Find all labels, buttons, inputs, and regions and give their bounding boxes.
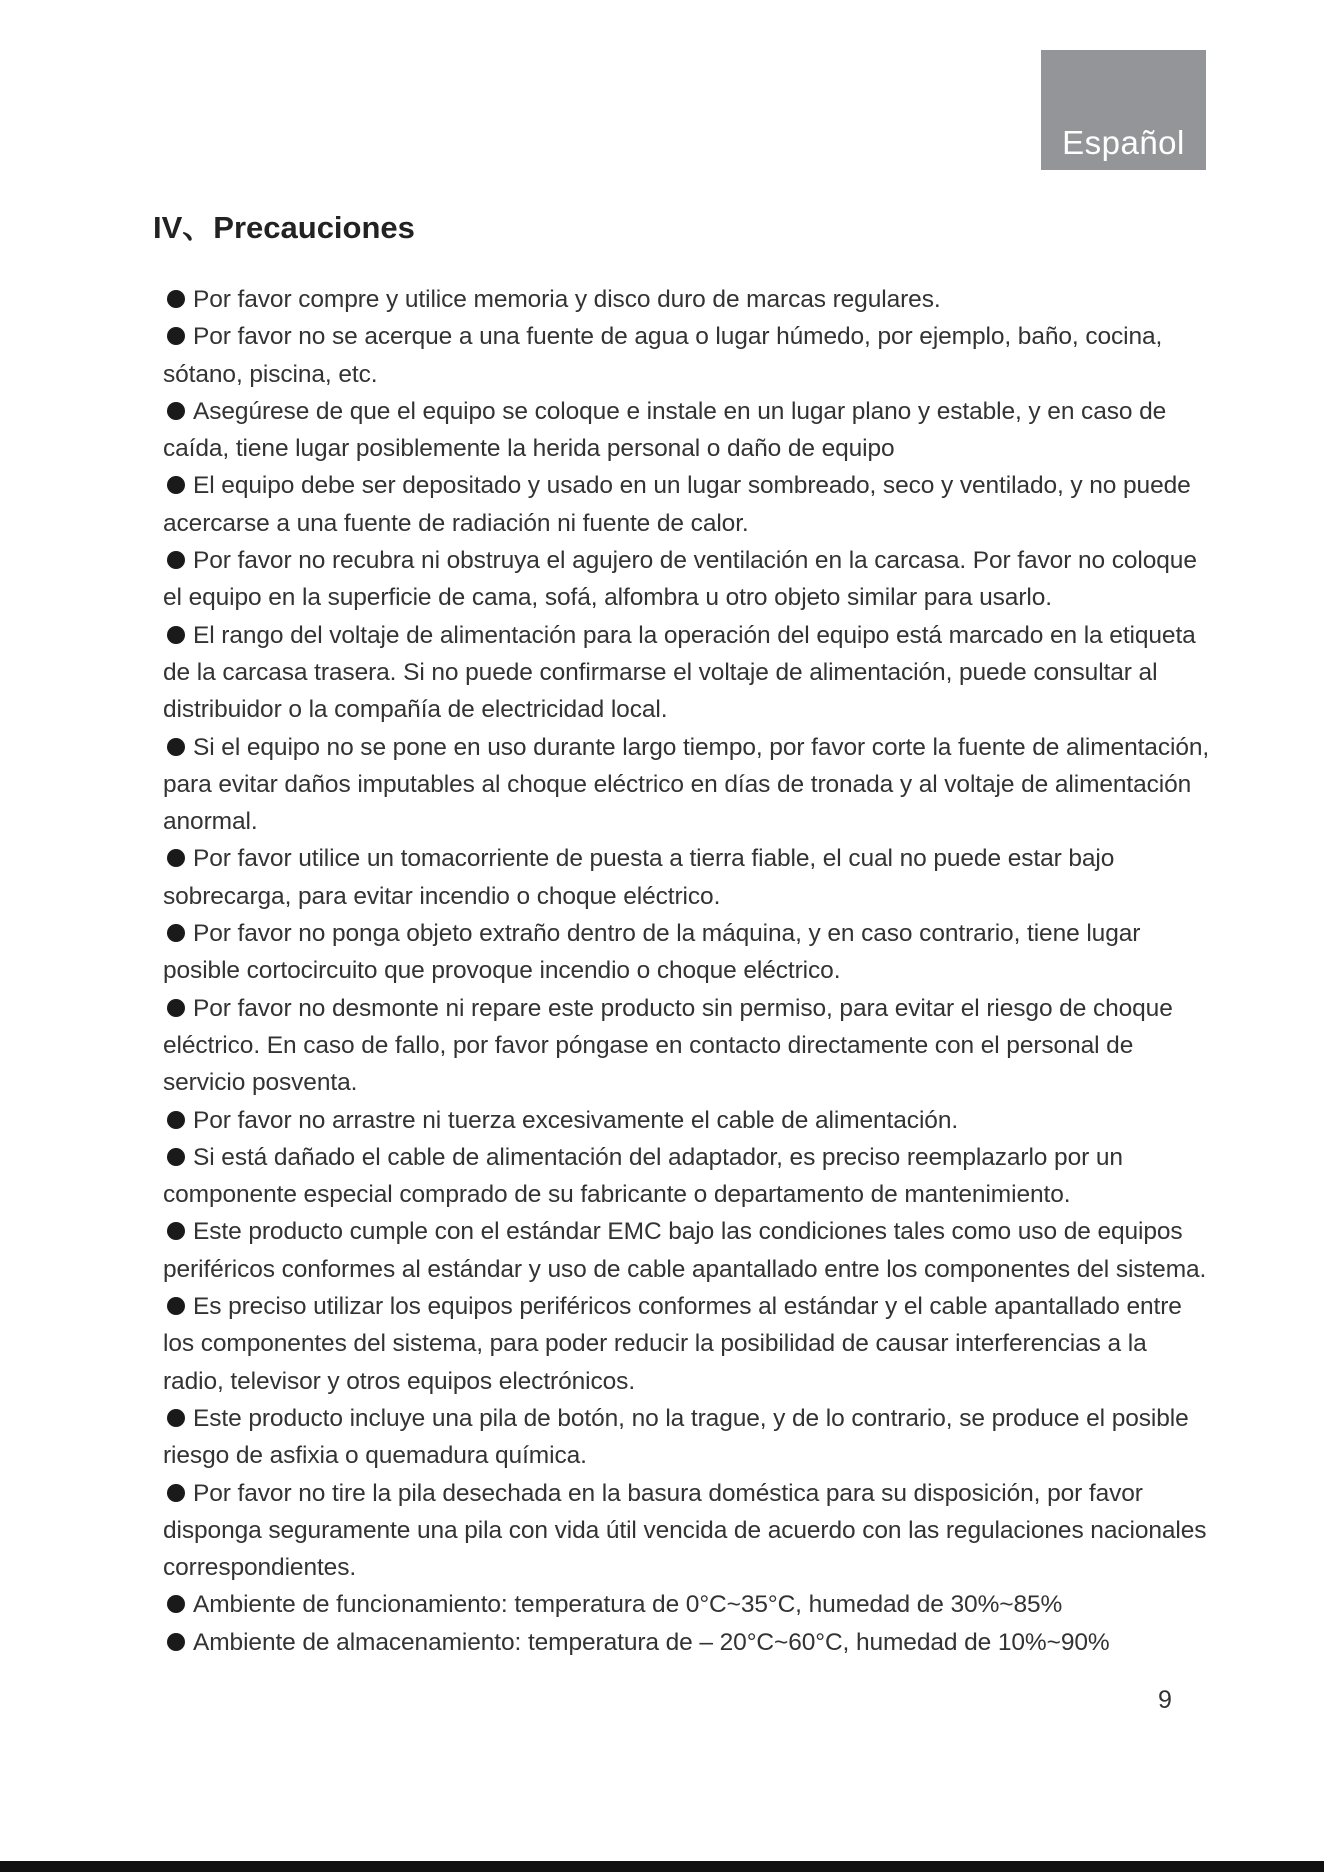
item-text: Por favor no desmonte ni repare este producto sin permiso, para evitar el riesgo de choque eléctrico. En caso de fallo, por favor póngase en contacto directamente con el personal de servicio posventa.: [163, 994, 1173, 1097]
bullet-icon: [167, 999, 185, 1017]
bullet-icon: [167, 1111, 185, 1129]
item-text: Por favor no arrastre ni tuerza excesivamente el cable de alimentación.: [193, 1106, 959, 1134]
list-item: [163, 281, 1213, 318]
list-item: [163, 1400, 1213, 1475]
bullet-icon: [167, 1222, 185, 1240]
bullet-icon: [167, 476, 185, 494]
item-text: Por favor no tire la pila desechada en la basura doméstica para su disposición, por favor disponga seguramente una pila con vida útil vencida de acuerdo con las regulaciones nacionales correspondientes.: [163, 1479, 1207, 1582]
item-text: Ambiente de funcionamiento: temperatura de 0°C~35°C, humedad de 30%~85%: [193, 1591, 1063, 1619]
bullet-icon: [167, 1633, 185, 1651]
list-item: [163, 318, 1213, 393]
item-text: Este producto incluye una pila de botón, no la trague, y de lo contrario, se produce el posible riesgo de asfixia o quemadura química.: [163, 1404, 1189, 1470]
bullet-icon: [167, 849, 185, 867]
list-item: [163, 1102, 1213, 1139]
item-text: Por favor no se acerque a una fuente de agua o lugar húmedo, por ejemplo, baño, cocina, sótano, piscina, etc.: [163, 323, 1163, 388]
list-item: [163, 729, 1213, 841]
item-text: Este producto cumple con el estándar EMC bajo las condiciones tales como uso de equipos periféricos conformes al estándar y uso de cable apantallado entre los componentes del sistema.: [163, 1218, 1207, 1283]
item-text: Por favor utilice un tomacorriente de puesta a tierra fiable, el cual no puede estar bajo sobrecarga, para evitar incendio o choque eléctrico.: [163, 845, 1115, 910]
section-title: IV、Precauciones: [153, 210, 415, 245]
bullet-icon: [167, 924, 185, 942]
precautions-list: [163, 281, 1213, 1661]
list-item: [163, 1139, 1213, 1214]
bullet-icon: [167, 290, 185, 308]
list-item: [163, 467, 1213, 542]
item-text: El rango del voltaje de alimentación para la operación del equipo está marcado en la etiqueta de la carcasa trasera. Si no puede confirmarse el voltaje de alimentación, puede consultar al distribuidor o la compañía de electricidad local.: [163, 621, 1196, 724]
item-text: Ambiente de almacenamiento: temperatura de – 20°C~60°C, humedad de 10%~90%: [193, 1628, 1110, 1656]
item-text: Es preciso utilizar los equipos periféricos conformes al estándar y el cable apantallado entre los componentes del sistema, para poder reducir la posibilidad de causar interferencias a la radio, televisor y otros equipos electrónicos.: [163, 1293, 1182, 1395]
list-item: [163, 990, 1213, 1102]
bullet-icon: [167, 1297, 185, 1315]
list-item: [163, 617, 1213, 729]
bullet-icon: [167, 551, 185, 569]
item-text: Asegúrese de que el equipo se coloque e instale en un lugar plano y estable, y en caso de caída, tiene lugar posiblemente la herida personal o daño de equipo: [163, 397, 1167, 463]
bullet-icon: [167, 402, 185, 420]
language-tab-label: Español: [1062, 124, 1185, 161]
item-text: Si está dañado el cable de alimentación del adaptador, es preciso reemplazarlo por un componente especial comprado de su fabricante o departamento de mantenimiento.: [163, 1143, 1123, 1209]
list-item: [163, 1475, 1213, 1587]
item-text: Por favor compre y utilice memoria y disco duro de marcas regulares.: [193, 286, 941, 313]
bullet-icon: [167, 1409, 185, 1427]
item-text: Si el equipo no se pone en uso durante largo tiempo, por favor corte la fuente de alimentación, para evitar daños imputables al choque eléctrico en días de tronada y al voltaje de alimentación anormal.: [163, 733, 1210, 836]
bullet-icon: [167, 1148, 185, 1166]
list-item: [163, 1288, 1213, 1400]
bullet-icon: [167, 1595, 185, 1613]
list-item: [163, 1213, 1213, 1288]
page-number: 9: [1158, 1686, 1172, 1714]
list-item: [163, 542, 1213, 617]
list-item: [163, 1586, 1213, 1623]
bottom-border: [0, 1861, 1324, 1872]
language-tab: [1041, 50, 1206, 170]
list-item: [163, 840, 1213, 915]
list-item: [163, 915, 1213, 990]
bullet-icon: [167, 1484, 185, 1502]
bullet-icon: [167, 738, 185, 756]
bullet-icon: [167, 327, 185, 345]
list-item: [163, 393, 1213, 468]
item-text: Por favor no ponga objeto extraño dentro de la máquina, y en caso contrario, tiene lugar posible cortocircuito que provoque incendio o choque eléctrico.: [163, 920, 1141, 985]
bullet-icon: [167, 626, 185, 644]
item-text: El equipo debe ser depositado y usado en un lugar sombreado, seco y ventilado, y no puede acercarse a una fuente de radiación ni fuente de calor.: [163, 472, 1191, 537]
item-text: Por favor no recubra ni obstruya el agujero de ventilación en la carcasa. Por favor no coloque el equipo en la superficie de cama, sofá, alfombra u otro objeto similar para usarlo.: [163, 547, 1197, 612]
list-item: [163, 1624, 1213, 1661]
